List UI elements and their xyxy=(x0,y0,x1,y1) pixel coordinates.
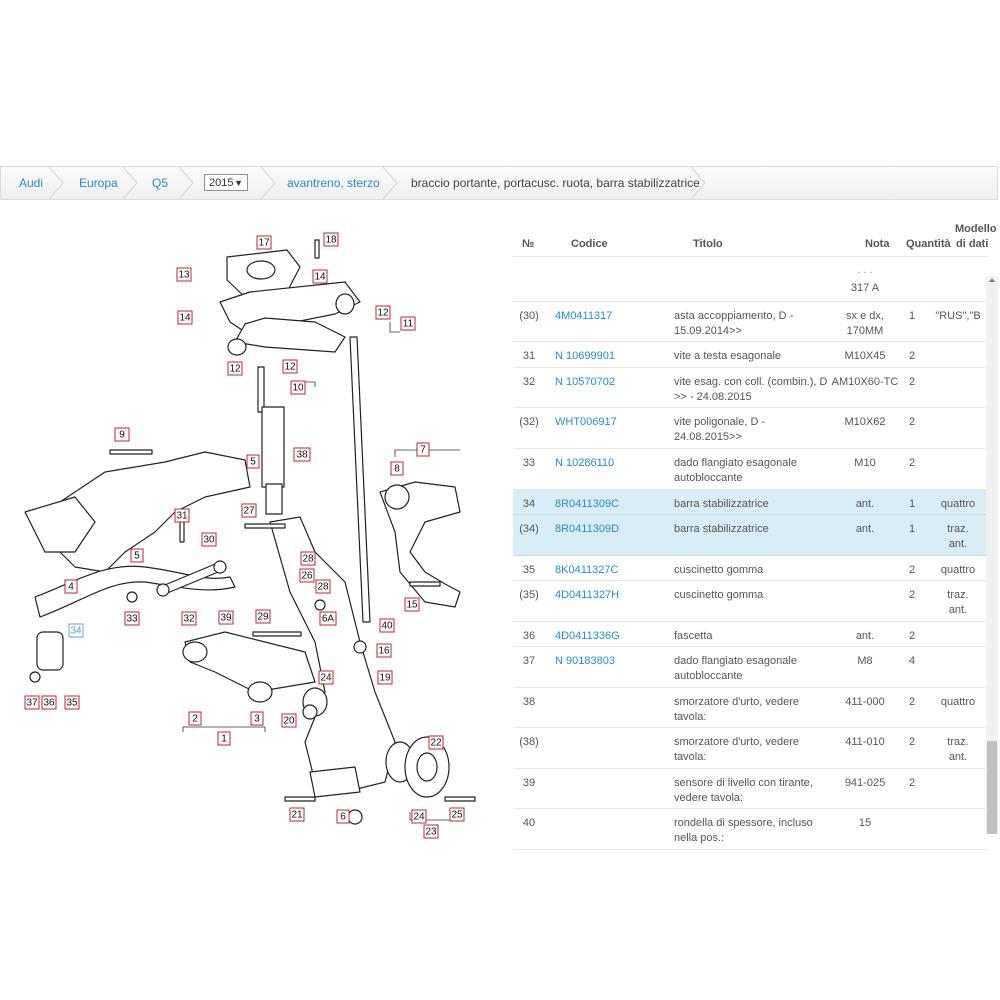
row-number: 37 xyxy=(522,655,536,667)
svg-text:18: 18 xyxy=(325,234,337,246)
part-nota: M10X62 xyxy=(844,416,886,428)
breadcrumb-separator-icon xyxy=(259,167,279,199)
row-number: 33 xyxy=(522,457,536,469)
part-title: rondella di spessore, incluso nella pos.: xyxy=(674,817,813,844)
scroll-up-icon[interactable] xyxy=(989,278,995,282)
chevron-down-icon: ▼ xyxy=(234,178,243,188)
diagram-label[interactable] xyxy=(65,580,77,593)
part-quantity: 2 xyxy=(908,777,916,789)
part-quantity: 2 xyxy=(908,376,916,388)
svg-text:30: 30 xyxy=(203,534,215,546)
svg-text:12: 12 xyxy=(229,363,241,375)
diagram-label[interactable] xyxy=(412,810,426,823)
part-quantity: 4 xyxy=(908,655,916,667)
svg-text:10: 10 xyxy=(292,382,304,394)
diagram-label[interactable] xyxy=(219,611,233,624)
part-model-data: quattro xyxy=(940,498,976,510)
part-quantity: 2 xyxy=(908,589,916,601)
row-number: (32) xyxy=(519,416,539,428)
part-model-data: traz. ant. xyxy=(947,523,969,550)
svg-text:40: 40 xyxy=(381,620,393,632)
row-number: (35) xyxy=(519,589,539,601)
part-nota: M10X45 xyxy=(844,350,886,362)
part-quantity: 2 xyxy=(908,696,916,708)
part-code-link[interactable]: N 10699901 xyxy=(555,350,615,362)
svg-text:13: 13 xyxy=(178,269,190,281)
part-title: sensore di livello con tirante, vedere tavola: xyxy=(674,777,813,804)
partial-nota: 317 A xyxy=(850,282,880,294)
diagram-label[interactable] xyxy=(290,808,304,821)
svg-text:23: 23 xyxy=(425,826,437,838)
diagram-label[interactable] xyxy=(283,360,297,373)
part-code-link[interactable]: WHT006917 xyxy=(555,416,617,428)
parts-table xyxy=(513,256,988,844)
diagram-label[interactable] xyxy=(189,712,201,725)
column-header-title: Titolo xyxy=(693,238,723,250)
table-row-partial: . . . 317 A xyxy=(513,257,988,302)
svg-text:6A: 6A xyxy=(321,613,335,625)
table-row[interactable] xyxy=(513,408,988,449)
diagram-label[interactable] xyxy=(313,270,327,283)
diagram-label[interactable] xyxy=(25,696,39,709)
row-number: 35 xyxy=(522,564,536,576)
svg-text:4: 4 xyxy=(68,581,74,593)
scrollbar-thumb[interactable] xyxy=(987,741,997,834)
column-header-number: № xyxy=(522,238,535,250)
diagram-label[interactable] xyxy=(300,569,314,582)
year-select[interactable] xyxy=(204,174,248,191)
svg-text:29: 29 xyxy=(257,611,269,623)
breadcrumb-separator-icon xyxy=(47,167,67,199)
part-code-link[interactable]: 4M0411317 xyxy=(555,310,613,322)
part-code-link[interactable]: 8R0411309D xyxy=(555,523,620,535)
diagram-label[interactable] xyxy=(405,598,419,611)
part-code-link[interactable]: 8R0411309C xyxy=(555,498,620,510)
diagram-label[interactable] xyxy=(251,712,263,725)
diagram-label[interactable] xyxy=(256,610,270,623)
part-code-link[interactable]: N 10570702 xyxy=(555,376,615,388)
diagram-label[interactable] xyxy=(391,462,403,475)
diagram-label[interactable] xyxy=(324,233,338,246)
svg-text:35: 35 xyxy=(66,697,78,709)
svg-text:27: 27 xyxy=(243,505,255,517)
svg-text:20: 20 xyxy=(283,715,295,727)
column-header-quantity: Quantità xyxy=(906,238,951,250)
breadcrumb-current: braccio portante, portacusc. ruota, barra stabilizzatrice xyxy=(411,176,700,190)
svg-text:8: 8 xyxy=(394,463,400,475)
table-row[interactable] xyxy=(513,647,988,688)
svg-text:9: 9 xyxy=(119,429,125,441)
svg-text:22: 22 xyxy=(430,737,442,749)
table-row[interactable] xyxy=(513,622,988,647)
part-code-link[interactable]: 4D0411327H xyxy=(555,589,620,601)
svg-text:37: 37 xyxy=(26,697,38,709)
table-row[interactable] xyxy=(513,809,988,850)
part-quantity: 1 xyxy=(908,523,916,535)
part-title: cuscinetto gomma xyxy=(674,589,764,601)
part-quantity: 2 xyxy=(908,416,916,428)
svg-text:19: 19 xyxy=(379,672,391,684)
svg-text:28: 28 xyxy=(302,553,314,565)
part-model-data: "RUS","B xyxy=(935,310,981,322)
part-title: smorzatore d'urto, vedere tavola: xyxy=(674,736,799,763)
diagram-label[interactable] xyxy=(218,732,230,745)
diagram-label[interactable] xyxy=(257,236,271,249)
part-quantity: 2 xyxy=(908,457,916,469)
svg-text:26: 26 xyxy=(301,570,313,582)
year-select-value: 2015 xyxy=(209,177,234,189)
column-header-nota: Nota xyxy=(865,238,890,250)
row-number: 36 xyxy=(522,630,536,642)
part-model-data: traz. ant. xyxy=(947,589,969,616)
diagram-label[interactable] xyxy=(401,317,415,330)
part-title: dado flangiato esagonale autobloccante xyxy=(674,457,797,484)
svg-text:14: 14 xyxy=(179,312,191,324)
row-number: 38 xyxy=(522,696,536,708)
part-quantity: 1 xyxy=(908,310,916,322)
column-header-model-bottom: di dati xyxy=(956,238,989,250)
svg-text:5: 5 xyxy=(134,550,140,562)
table-row[interactable] xyxy=(513,556,988,581)
part-nota: 941-025 xyxy=(844,777,886,789)
diagram-label[interactable] xyxy=(228,362,242,375)
svg-text:31: 31 xyxy=(176,510,188,522)
svg-text:5: 5 xyxy=(250,456,256,468)
part-quantity: 2 xyxy=(908,564,916,576)
svg-text:24: 24 xyxy=(320,672,332,684)
table-row[interactable] xyxy=(513,581,988,622)
breadcrumb-model[interactable]: Q5 xyxy=(152,176,169,190)
breadcrumb-region[interactable]: Europa xyxy=(79,176,118,190)
part-code-link[interactable]: N 90183803 xyxy=(555,655,615,667)
part-title: cuscinetto gomma xyxy=(674,564,764,576)
svg-text:6: 6 xyxy=(340,811,346,823)
row-number: (38) xyxy=(519,736,539,748)
diagram-label[interactable] xyxy=(376,306,390,319)
parts-diagram xyxy=(15,222,500,838)
diagram-label-selected[interactable] xyxy=(69,624,83,637)
diagram-label[interactable] xyxy=(380,619,394,632)
row-number: 40 xyxy=(522,817,536,829)
svg-text:17: 17 xyxy=(258,237,270,249)
part-quantity: 2 xyxy=(908,630,916,642)
svg-text:32: 32 xyxy=(183,613,195,625)
diagram-label[interactable] xyxy=(424,825,438,838)
row-number: 39 xyxy=(522,777,536,789)
part-model-data: traz. ant. xyxy=(947,736,969,763)
svg-text:3: 3 xyxy=(254,713,260,725)
row-number: (30) xyxy=(519,310,539,322)
diagram-label[interactable] xyxy=(378,671,392,684)
column-header-model-top: Modello xyxy=(955,223,997,235)
svg-text:16: 16 xyxy=(378,645,390,657)
part-code-link[interactable]: 8K0411327C xyxy=(555,564,619,576)
part-title: vite esag. con coll. (combin.), D >> - 24.08.2015 xyxy=(674,376,828,403)
svg-text:36: 36 xyxy=(43,697,55,709)
part-title: dado flangiato esagonale autobloccante xyxy=(674,655,797,682)
diagram-label[interactable] xyxy=(316,580,330,593)
svg-text:7: 7 xyxy=(420,444,426,456)
svg-text:39: 39 xyxy=(220,612,232,624)
diagram-label[interactable] xyxy=(65,696,79,709)
diagram-label[interactable] xyxy=(42,696,56,709)
breadcrumb-separator-icon xyxy=(689,167,709,199)
diagram-label[interactable] xyxy=(282,714,296,727)
table-scrollbar[interactable] xyxy=(986,276,998,834)
breadcrumb-group[interactable]: avantreno, sterzo xyxy=(287,176,380,190)
diagram-label[interactable] xyxy=(182,612,196,625)
part-nota: M8 xyxy=(857,655,873,667)
breadcrumb-separator-icon xyxy=(177,167,197,199)
table-row[interactable] xyxy=(513,769,988,809)
breadcrumb xyxy=(0,166,998,200)
diagram-label[interactable] xyxy=(242,504,256,517)
breadcrumb-separator-icon xyxy=(121,167,141,199)
diagram-label[interactable] xyxy=(301,552,315,565)
diagram-label[interactable] xyxy=(125,612,139,625)
svg-text:12: 12 xyxy=(377,307,389,319)
svg-text:1: 1 xyxy=(221,733,227,745)
part-nota: 411-010 xyxy=(845,736,885,748)
diagram-label[interactable] xyxy=(294,448,310,461)
column-header-code: Codice xyxy=(571,238,608,250)
part-title: vite poligonale, D - 24.08.2015>> xyxy=(674,416,766,443)
part-quantity: 2 xyxy=(908,736,916,748)
part-title: smorzatore d'urto, vedere tavola: xyxy=(674,696,799,723)
svg-text:12: 12 xyxy=(284,361,296,373)
part-nota: ant. xyxy=(855,630,875,642)
diagram-label[interactable] xyxy=(247,455,259,468)
part-quantity: 2 xyxy=(908,350,916,362)
diagram-label[interactable] xyxy=(178,311,192,324)
part-title: fascetta xyxy=(674,630,713,642)
diagram-label[interactable] xyxy=(177,268,191,281)
diagram-label[interactable] xyxy=(131,549,143,562)
part-code-link[interactable]: 4D0411336G xyxy=(555,630,620,642)
part-nota: 411-000 xyxy=(845,696,885,708)
breadcrumb-brand[interactable]: Audi xyxy=(19,176,44,190)
diagram-label[interactable] xyxy=(115,428,129,441)
table-row[interactable] xyxy=(513,342,988,368)
diagram-label[interactable] xyxy=(202,533,216,546)
diagram-label[interactable] xyxy=(337,810,349,823)
table-row[interactable] xyxy=(513,368,988,408)
table-row[interactable] xyxy=(513,449,988,490)
diagram-label[interactable] xyxy=(175,509,189,522)
part-code-link[interactable]: N 10286110 xyxy=(555,457,615,469)
svg-text:11: 11 xyxy=(402,318,414,330)
part-title: barra stabilizzatrice xyxy=(674,523,769,535)
table-row[interactable] xyxy=(513,728,988,769)
svg-text:34: 34 xyxy=(70,625,82,637)
diagram-label[interactable] xyxy=(319,671,333,684)
part-nota: ant. xyxy=(855,523,875,535)
diagram-label[interactable] xyxy=(291,381,305,394)
diagram-label[interactable] xyxy=(450,808,464,821)
breadcrumb-separator-icon xyxy=(381,167,401,199)
row-number: (34) xyxy=(519,523,539,535)
part-quantity: 1 xyxy=(908,498,916,510)
table-row[interactable] xyxy=(513,515,988,556)
diagram-label[interactable] xyxy=(320,612,336,625)
svg-text:33: 33 xyxy=(126,613,138,625)
part-nota: M10 xyxy=(854,457,876,469)
part-title: vite a testa esagonale xyxy=(674,350,782,362)
svg-text:2: 2 xyxy=(192,713,198,725)
part-nota: ant. xyxy=(855,498,875,510)
parts-diagram-drawing xyxy=(15,222,500,838)
row-number: 34 xyxy=(522,498,536,510)
table-row[interactable] xyxy=(513,302,988,342)
svg-text:24: 24 xyxy=(413,811,425,823)
part-title: barra stabilizzatrice xyxy=(674,498,769,510)
part-model-data: quattro xyxy=(940,564,976,576)
row-number: 31 xyxy=(522,350,536,362)
part-nota: AM10X60-TC xyxy=(831,376,899,388)
diagram-label[interactable] xyxy=(417,443,429,456)
diagram-label[interactable] xyxy=(377,644,391,657)
part-title: asta accoppiamento, D - 15.09.2014>> xyxy=(674,310,794,337)
diagram-label[interactable] xyxy=(429,736,443,749)
svg-text:14: 14 xyxy=(314,271,326,283)
row-number: 32 xyxy=(522,376,536,388)
part-model-data: quattro xyxy=(940,696,976,708)
part-nota: 15 xyxy=(858,817,872,829)
svg-text:15: 15 xyxy=(406,599,418,611)
svg-text:21: 21 xyxy=(291,809,303,821)
svg-text:38: 38 xyxy=(296,449,308,461)
svg-text:28: 28 xyxy=(317,581,329,593)
svg-text:25: 25 xyxy=(451,809,463,821)
part-nota: sx e dx, 170MM xyxy=(846,310,884,337)
table-row[interactable] xyxy=(513,490,988,515)
table-row[interactable] xyxy=(513,688,988,728)
